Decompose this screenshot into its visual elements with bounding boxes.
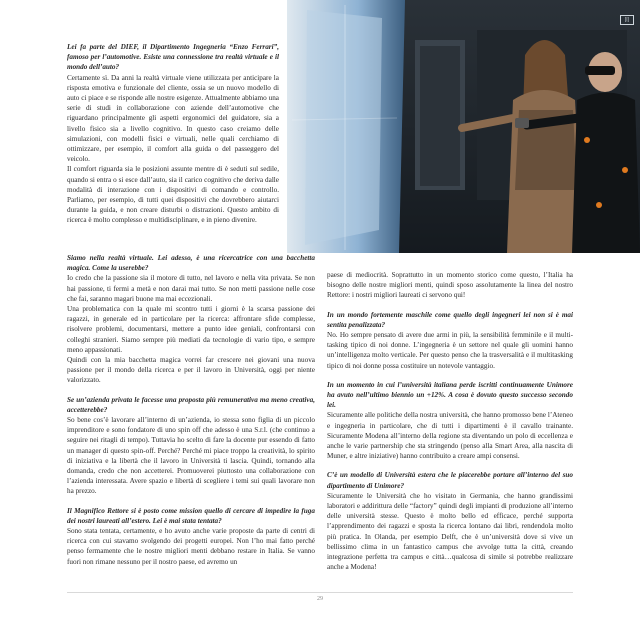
question-magic-wand: Siamo nella realtà virtuale. Lei adesso, è una ricercatrice con una bacchetta magica. Come la userebbe? xyxy=(67,254,315,273)
answer-passion: Io credo che la passione sia il motore di tutto, nel lavoro e nella vita privata. Se non hai passione, ti fermi a metà e non darai mai tutto. Se non metti passione nelle cose che fai, saranno magari buone ma mai eccezionali. xyxy=(67,274,315,303)
question-automotive: Lei fa parte del DIEF, il Dipartimento Ingegneria “Enzo Ferrari”, famoso per l’automotive. Esiste una connessione tra realtà virtuale e il mondo dell’auto? xyxy=(67,43,279,72)
question-enrollment: In un momento in cui l’università italiana perde iscritti continuamente Unimore ha avuto nell’ultimo biennio un +12%. A cosa è dovuto questo successo secondo lei. xyxy=(327,380,573,410)
answer-brain-drain: Sono stata tentata, certamente, e ho avuto anche varie proposte da parte di centri di ricerca con cui stavamo svolgendo dei progetti europei. Non l’ho mai fatto perché penso fermamente che le nostre migliori menti debbano restare in Italia. Se vanno fuori non rimane nessuno per il nostro paese, ed avremo un xyxy=(67,527,315,566)
answer-foreign-model: Sicuramente le Università che ho visitato in Germania, che hanno grandissimi laboratori e addirittura delle “factory” quindi degli impianti di produzione all’interno delle università stesse. Questo è molto bello ed efficace, perché supporta l’apprendimento dei ragazzi e sposta la ricerca lontano dai libri, rendendola molto più pratica. In Olanda, per esempio Delft, che è un’università dove si vive un bellissimo clima in un fantastico campus che avvolge tutta la città, creando integrazione perfetta tra campus e città…qualcosa di simile si potrebbe realizzare anche a Modena! xyxy=(327,491,573,572)
question-male-world: In un mondo fortemente maschile come quello degli ingegneri lei non si è mai sentita penalizzata? xyxy=(327,310,573,329)
left-column xyxy=(67,253,315,567)
question-brain-drain: Il Magnifico Rettore si è posto come mission quello di cercare di impedire la fuga dei nostri laureati all’estero. Lei è mai stata tentata? xyxy=(67,506,315,525)
answer-private-company: So bene cos’è lavorare all’interno di un’azienda, io stessa sono figlia di un piccolo imprenditore e sono fondatore di uno spin off che adesso è una S.r.l. (che continuo a seguire nei ritagli di tempo). Tuttavia ho scelto di fare la docente pur essendo di fatto un manager di questo spin-off. Perché? Perché mi piace troppo la creatività, lo spirito di iniziativa e la libertà che il lavoro in Università ti lascia. Quindi, tornando alla domanda, credo che non accetterei. Promuoverei piuttosto una collaborazione con l’azienda interessata. Avere spazio e libertà di scegliere i temi sui quali lavorare non ha prezzo. xyxy=(67,416,315,496)
answer-automotive: Certamente sì. Da anni la realtà virtuale viene utilizzata per anticipare la risposta emotiva e funzionale del cliente, ossia se un nuovo modello di auto ci piace e se risponde alle nostre esigenze. Attualmente abbiamo una serie di studi in collaborazione con aziende dell’automotive che riguardano principalmente gli aspetti ergonomici del guidatore, sia a livello fisico sia a livello cognitivo. In questo caso creiamo delle simulazioni, con modelli fisici e virtuali, nelle quali cerchiamo di ottimizzare, per esempio, il comfort alla guida o del passeggero del veicolo. xyxy=(67,73,279,164)
answer-wand: Quindi con la mia bacchetta magica vorrei far crescere nei giovani una nuova passione per il mondo della ricerca e per il lavoro in Università, oggi per niente valorizzato. xyxy=(67,356,315,385)
question-foreign-model: C’è un modello di Università estera che le piacerebbe portare all’interno del suo dipartimento di Unimore? xyxy=(327,471,573,490)
answer-enrollment: Sicuramente alle politiche della nostra università, che hanno promosso bene l’Ateneo e ingegneria in particolare, che di tutti i dipartimenti è il cavallo trainante. Sicuramente Modena all’interno della regione sta diventando un polo di eccellenza e anche le varie partnership che sta stringendo (penso alla Smart Area, alla nascita di Muner, e altre iniziative) hanno contribuito a creare ampi consensi. xyxy=(327,411,573,461)
lab-photo xyxy=(287,0,640,253)
lab-photo-illustration xyxy=(287,0,640,253)
answer-students: Una problematica con la quale mi scontro tutti i giorni è la scarsa passione dei ragazzi, in generale ed in particolare per la ricerca: affrontare sfide complesse, risolvere problemi, documentarsi, mettere a punto idee geniali, confrontarsi con colleghi stranieri. Siamo sempre più mediati da tecnologie di vario tipo, e sempre meno appassionati. xyxy=(67,305,315,354)
intro-column xyxy=(67,42,279,226)
photo-badge: [i] xyxy=(620,15,634,25)
page-number: 29 xyxy=(317,596,323,602)
footer-divider xyxy=(67,592,573,593)
answer-comfort: Il comfort riguarda sia le posizioni assunte mentre di è seduti sul sedile, quando si entra o si esce dall’auto, sia il carico cognitivo che deriva dalle modalità di interazione con i dispositivi di comando e controllo. Parliamo, per esempio, di tutti quei dispositivi che dovrebbero aiutarci durante la guida, e non creare disturbi o distrazioni. Questo ambito di ricerca è molto complesso e multidisciplinare, e in pieno divenire. xyxy=(67,165,279,225)
answer-male-world: No. Ho sempre pensato di avere due armi in più, la sensibilità femminile e il multi-tasking tipico di noi donne. L’ingegneria è un settore nel quale gli uomini hanno un’intelligenza molto verticale. Per questo penso che la trasversalità e il multitasking tipico di noi donne possa costituire un notevole vantaggio. xyxy=(327,331,573,370)
right-column xyxy=(327,270,573,572)
answer-brain-drain-continued: paese di mediocrità. Soprattutto in un momento storico come questo, l’Italia ha bisogno delle nostre migliori menti, quindi sposo assolutamente la linea del nostro Rettore: i nostri migliori laureati ci servono qui! xyxy=(327,271,573,300)
question-private-company: Se un’azienda privata le facesse una proposta più remunerativa ma meno creativa, accetterebbe? xyxy=(67,395,315,414)
